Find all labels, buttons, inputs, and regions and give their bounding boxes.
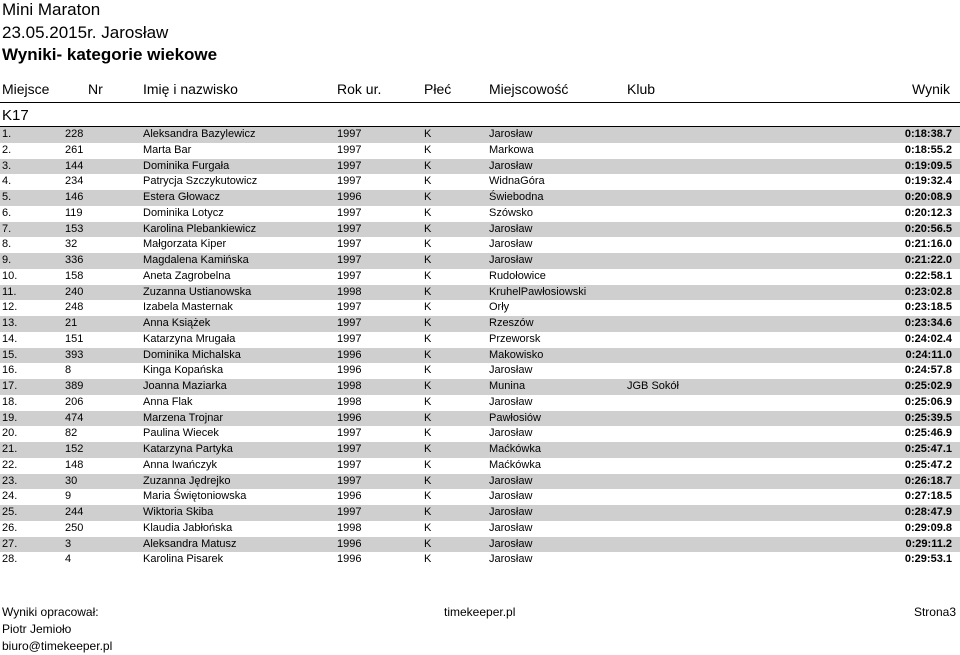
cell-year: 1997 <box>337 332 362 345</box>
cell-time: 0:25:47.2 <box>904 458 952 471</box>
cell-place: 23. <box>2 474 18 487</box>
table-row <box>0 206 960 222</box>
cell-town: Munina <box>489 380 526 392</box>
table-row <box>0 300 960 316</box>
cell-year: 1997 <box>337 301 362 314</box>
cell-place: 15. <box>2 348 18 361</box>
cell-sex: K <box>424 206 432 219</box>
header-place: Miejsce <box>2 81 50 97</box>
table-row <box>0 426 960 442</box>
cell-year: 1997 <box>337 427 362 440</box>
cell-town: Jarosław <box>489 254 533 266</box>
table-row <box>0 237 960 253</box>
cell-name: Klaudia Jabłońska <box>143 521 233 534</box>
table-row <box>0 395 960 411</box>
cell-place: 4. <box>2 175 12 188</box>
table-row <box>0 285 960 301</box>
table-row <box>0 222 960 238</box>
cell-nr: 261 <box>65 143 84 156</box>
cell-year: 1997 <box>337 506 362 518</box>
cell-year: 1996 <box>337 537 362 550</box>
cell-nr: 4 <box>65 553 72 566</box>
cell-name: Magdalena Kamińska <box>143 254 249 266</box>
cell-town: Jarosław <box>489 490 533 503</box>
cell-nr: 152 <box>65 443 84 455</box>
cell-place: 16. <box>2 364 18 377</box>
cell-sex: K <box>424 553 432 566</box>
cell-year: 1997 <box>337 175 362 188</box>
event-date-place: 23.05.2015r. Jarosław <box>2 23 169 42</box>
cell-town: Markowa <box>489 143 534 156</box>
cell-place: 1. <box>2 128 12 140</box>
cell-place: 8. <box>2 238 12 251</box>
cell-sex: K <box>424 427 432 440</box>
cell-time: 0:24:02.4 <box>904 332 952 345</box>
cell-town: Jarosław <box>489 521 533 534</box>
cell-year: 1997 <box>337 443 362 455</box>
cell-nr: 158 <box>65 269 84 282</box>
cell-sex: K <box>424 395 432 408</box>
cell-name: Małgorzata Kiper <box>143 238 227 251</box>
cell-place: 13. <box>2 317 18 329</box>
cell-nr: 82 <box>65 427 78 440</box>
cell-year: 1997 <box>337 222 362 235</box>
cell-town: Jarosław <box>489 222 533 235</box>
cell-name: Aneta Zagrobelna <box>143 269 231 282</box>
cell-place: 5. <box>2 191 12 203</box>
cell-year: 1996 <box>337 348 362 361</box>
cell-time: 0:20:56.5 <box>904 222 952 235</box>
cell-nr: 9 <box>65 490 72 503</box>
cell-town: KruhelPawłosiowski <box>489 285 587 298</box>
cell-sex: K <box>424 506 432 518</box>
cell-place: 11. <box>2 285 17 298</box>
cell-place: 2. <box>2 143 12 156</box>
cell-nr: 8 <box>65 364 72 377</box>
cell-town: Jarosław <box>489 506 533 518</box>
table-row <box>0 379 960 395</box>
cell-town: Maćkówka <box>489 443 541 455</box>
footer-website: timekeeper.pl <box>444 605 516 619</box>
cell-place: 20. <box>2 427 18 440</box>
table-row <box>0 159 960 175</box>
cell-sex: K <box>424 254 432 266</box>
table-row <box>0 489 960 505</box>
cell-nr: 144 <box>65 159 84 172</box>
cell-sex: K <box>424 269 432 282</box>
footer-page-number: Strona3 <box>913 605 956 619</box>
cell-town: Jarosław <box>489 364 533 377</box>
cell-name: Dominika Michalska <box>143 348 241 361</box>
cell-name: Wiktoria Skiba <box>143 506 214 518</box>
table-row <box>0 316 960 332</box>
cell-place: 3. <box>2 159 12 172</box>
cell-name: Karolina Plebankiewicz <box>143 222 257 235</box>
cell-time: 0:23:34.6 <box>904 317 952 329</box>
cell-name: Patrycja Szczykutowicz <box>143 175 258 188</box>
cell-year: 1998 <box>337 380 362 392</box>
cell-place: 21. <box>2 443 18 455</box>
cell-sex: K <box>424 474 432 487</box>
cell-time: 0:23:02.8 <box>904 285 952 298</box>
table-row <box>0 537 960 553</box>
cell-nr: 119 <box>65 206 83 219</box>
cell-town: Maćkówka <box>489 458 541 471</box>
table-row <box>0 190 960 206</box>
cell-year: 1998 <box>337 395 362 408</box>
cell-town: Jarosław <box>489 474 533 487</box>
cell-name: Joanna Maziarka <box>143 380 227 392</box>
cell-town: Makowisko <box>489 348 544 361</box>
cell-nr: 244 <box>65 506 84 518</box>
table-header <box>0 79 960 99</box>
cell-place: 9. <box>2 254 12 266</box>
cell-year: 1996 <box>337 411 362 424</box>
cell-town: Jarosław <box>489 427 533 440</box>
cell-sex: K <box>424 128 432 140</box>
cell-nr: 234 <box>65 175 84 188</box>
cell-time: 0:25:02.9 <box>904 380 952 392</box>
cell-nr: 240 <box>65 285 84 298</box>
cell-name: Marta Bar <box>143 143 192 156</box>
cell-town: WidnaGóra <box>489 175 545 188</box>
cell-time: 0:25:46.9 <box>904 427 952 440</box>
table-row <box>0 269 960 285</box>
cell-place: 18. <box>2 395 18 408</box>
header-name: Imię i nazwisko <box>143 81 238 97</box>
cell-time: 0:29:09.8 <box>904 521 952 534</box>
cell-time: 0:20:12.3 <box>904 206 952 219</box>
cell-sex: K <box>424 537 432 550</box>
header-nr: Nr <box>88 81 103 97</box>
cell-town: Jarosław <box>489 395 533 408</box>
cell-town: Jarosław <box>489 128 533 140</box>
event-title: Mini Maraton <box>2 0 101 19</box>
cell-town: Jarosław <box>489 537 533 550</box>
cell-name: Karolina Pisarek <box>143 553 224 566</box>
cell-sex: K <box>424 301 432 314</box>
table-row <box>0 521 960 537</box>
table-row <box>0 442 960 458</box>
cell-name: Dominika Lotycz <box>143 206 224 219</box>
cell-time: 0:23:18.5 <box>904 301 952 314</box>
cell-town: Jarosław <box>489 159 533 172</box>
cell-nr: 151 <box>65 332 84 345</box>
cell-time: 0:27:18.5 <box>904 490 952 503</box>
cell-time: 0:26:18.7 <box>904 474 952 487</box>
cell-place: 12. <box>2 301 18 314</box>
cell-place: 24. <box>2 490 18 503</box>
cell-nr: 228 <box>65 128 84 140</box>
cell-nr: 248 <box>65 301 84 314</box>
cell-time: 0:19:32.4 <box>904 175 952 188</box>
cell-place: 7. <box>2 222 12 235</box>
cell-nr: 146 <box>65 191 84 203</box>
table-row <box>0 174 960 190</box>
cell-name: Dominika Furgała <box>143 159 230 172</box>
footer-prepared-label: Wyniki opracował: <box>2 605 99 619</box>
cell-name: Anna Książek <box>143 317 211 329</box>
cell-sex: K <box>424 443 432 455</box>
cell-sex: K <box>424 521 432 534</box>
cell-name: Anna Iwańczyk <box>143 458 217 471</box>
cell-name: Katarzyna Mrugała <box>143 332 236 345</box>
cell-name: Katarzyna Partyka <box>143 443 233 455</box>
table-row <box>0 127 960 143</box>
header-sex: Płeć <box>424 81 452 97</box>
cell-sex: K <box>424 285 432 298</box>
cell-year: 1997 <box>337 269 362 282</box>
cell-year: 1997 <box>337 128 362 140</box>
cell-time: 0:18:38.7 <box>904 128 952 140</box>
cell-time: 0:19:09.5 <box>904 159 952 172</box>
table-row <box>0 505 960 521</box>
header-rule <box>0 102 960 103</box>
cell-name: Maria Świętoniowska <box>143 490 247 503</box>
header-time: Wynik <box>912 81 950 97</box>
cell-time: 0:25:06.9 <box>904 395 952 408</box>
cell-town: Orły <box>489 301 510 314</box>
cell-year: 1998 <box>337 285 362 298</box>
cell-sex: K <box>424 458 432 471</box>
cell-place: 25. <box>2 506 18 518</box>
header-club: Klub <box>627 81 656 97</box>
cell-place: 22. <box>2 458 18 471</box>
cell-nr: 153 <box>65 222 84 235</box>
results-table <box>0 127 960 568</box>
cell-year: 1997 <box>337 458 362 471</box>
cell-sex: K <box>424 490 432 503</box>
cell-place: 27. <box>2 537 18 550</box>
cell-town: Przeworsk <box>489 332 541 345</box>
cell-sex: K <box>424 143 432 156</box>
header-year: Rok ur. <box>337 81 382 97</box>
cell-time: 0:29:53.1 <box>904 553 952 566</box>
cell-nr: 336 <box>65 254 84 266</box>
table-row <box>0 458 960 474</box>
footer-prepared-name: Piotr Jemioło <box>2 622 72 636</box>
table-row <box>0 332 960 348</box>
cell-nr: 30 <box>65 474 78 487</box>
cell-name: Paulina Wiecek <box>143 427 219 440</box>
cell-town: Świebodna <box>489 191 544 203</box>
cell-sex: K <box>424 238 432 251</box>
table-row <box>0 348 960 364</box>
cell-sex: K <box>424 348 432 361</box>
table-row <box>0 253 960 269</box>
cell-year: 1997 <box>337 238 362 251</box>
cell-name: Kinga Kopańska <box>143 364 224 377</box>
cell-place: 19. <box>2 411 18 424</box>
cell-nr: 474 <box>65 411 84 424</box>
table-row <box>0 411 960 427</box>
cell-year: 1997 <box>337 254 362 266</box>
cell-nr: 389 <box>65 380 84 392</box>
table-row <box>0 363 960 379</box>
cell-place: 14. <box>2 332 18 345</box>
cell-name: Estera Głowacz <box>143 191 221 203</box>
table-row <box>0 474 960 490</box>
cell-year: 1997 <box>337 159 362 172</box>
cell-place: 10. <box>2 269 18 282</box>
cell-year: 1996 <box>337 490 362 503</box>
cell-year: 1998 <box>337 521 362 534</box>
cell-time: 0:28:47.9 <box>904 506 952 518</box>
cell-sex: K <box>424 317 432 329</box>
results-subtitle: Wyniki- kategorie wiekowe <box>2 45 218 64</box>
cell-sex: K <box>424 332 432 345</box>
cell-place: 28. <box>2 553 18 566</box>
footer-email: biuro@timekeeper.pl <box>2 639 113 653</box>
cell-club: JGB Sokół <box>627 380 679 392</box>
cell-name: Izabela Masternak <box>143 301 233 314</box>
cell-town: Rzeszów <box>489 317 534 329</box>
cell-sex: K <box>424 191 432 203</box>
cell-year: 1996 <box>337 553 362 566</box>
cell-sex: K <box>424 159 432 172</box>
cell-year: 1997 <box>337 206 362 219</box>
cell-time: 0:24:57.8 <box>904 364 952 377</box>
cell-place: 6. <box>2 206 12 219</box>
cell-name: Zuzanna Jędrejko <box>143 474 231 487</box>
cell-sex: K <box>424 411 432 424</box>
cell-sex: K <box>424 364 432 377</box>
category-name: K17 <box>2 107 29 124</box>
cell-town: Jarosław <box>489 238 533 251</box>
cell-year: 1996 <box>337 364 362 377</box>
cell-place: 26. <box>2 521 18 534</box>
cell-town: Szówsko <box>489 206 534 219</box>
cell-time: 0:20:08.9 <box>904 191 952 203</box>
cell-time: 0:25:39.5 <box>904 411 952 424</box>
cell-town: Jarosław <box>489 553 533 566</box>
cell-time: 0:25:47.1 <box>904 443 952 455</box>
cell-nr: 3 <box>65 537 72 550</box>
cell-town: Pawłosiów <box>489 411 541 424</box>
cell-town: Rudołowice <box>489 269 546 282</box>
cell-name: Aleksandra Matusz <box>143 537 237 550</box>
cell-nr: 148 <box>65 458 84 471</box>
header-town: Miejscowość <box>489 81 569 97</box>
cell-year: 1997 <box>337 143 362 156</box>
cell-sex: K <box>424 175 432 188</box>
cell-place: 17. <box>2 380 18 392</box>
cell-year: 1996 <box>337 191 362 203</box>
cell-nr: 206 <box>65 395 84 408</box>
cell-name: Anna Flak <box>143 395 193 408</box>
cell-time: 0:21:16.0 <box>904 238 952 251</box>
cell-time: 0:21:22.0 <box>904 254 952 266</box>
table-row <box>0 552 960 568</box>
cell-nr: 32 <box>65 238 78 251</box>
cell-time: 0:18:55.2 <box>904 143 952 156</box>
cell-nr: 250 <box>65 521 84 534</box>
cell-name: Aleksandra Bazylewicz <box>143 128 256 140</box>
table-row <box>0 143 960 159</box>
cell-year: 1997 <box>337 317 362 329</box>
cell-nr: 21 <box>65 317 78 329</box>
cell-year: 1997 <box>337 474 362 487</box>
cell-name: Marzena Trojnar <box>143 411 224 424</box>
category-label <box>0 106 960 126</box>
cell-nr: 393 <box>65 348 84 361</box>
cell-time: 0:24:11.0 <box>905 348 952 361</box>
cell-time: 0:29:11.2 <box>905 537 952 550</box>
cell-sex: K <box>424 380 432 392</box>
cell-sex: K <box>424 222 432 235</box>
cell-name: Zuzanna Ustianowska <box>143 285 252 298</box>
cell-time: 0:22:58.1 <box>904 269 952 282</box>
